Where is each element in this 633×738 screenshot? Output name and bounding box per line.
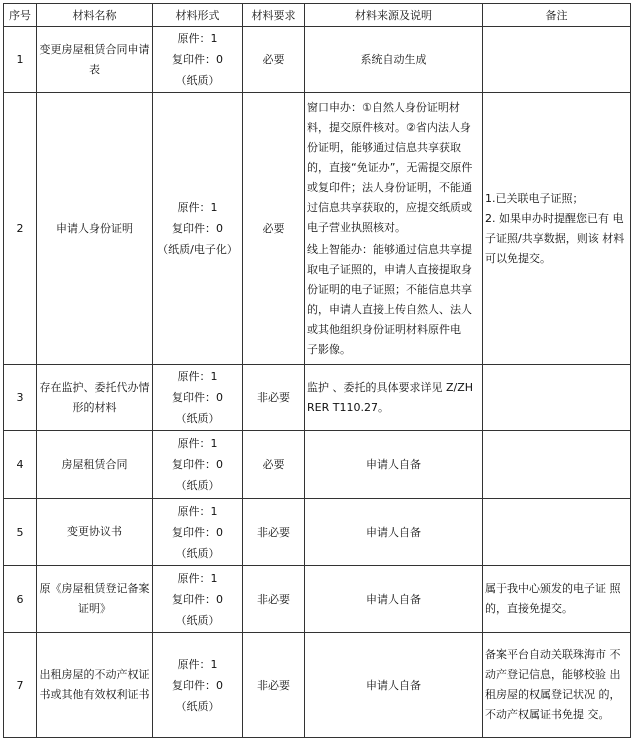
material-form	[153, 431, 243, 499]
material-form-line: 复印件：0	[172, 458, 223, 471]
material-name: 原《房屋租赁登记备案证明》	[37, 566, 153, 633]
material-source: 申请人自备	[305, 431, 483, 499]
material-name: 存在监护、委托代办情形的材料	[37, 365, 153, 431]
material-source	[305, 365, 483, 431]
material-name: 出租房屋的不动产权证书或其他有效权利证书	[37, 633, 153, 738]
material-form-line: （纸质/电子化）	[157, 243, 238, 256]
material-form-line: （纸质）	[175, 74, 220, 87]
material-form-line: 原件：1	[177, 437, 218, 450]
table-row	[4, 365, 631, 431]
material-source: 申请人自备	[305, 633, 483, 738]
material-source: 申请人自备	[305, 566, 483, 633]
table-row	[4, 93, 631, 365]
material-note-line: 2. 如果申办时提醒您已有 电子证照/共享数据，则该 材料可以免提交。	[485, 211, 625, 265]
material-source-paragraph: 线上智能办：能够通过信息共享提取电子证照的，申请人直接提取身份证明的电子证照；不能信息共享的，申请人直接上传自然人、法人或其他组织身份证明材料原件电 子影像。	[307, 242, 472, 356]
material-form	[153, 633, 243, 738]
header-row	[4, 4, 631, 27]
material-form	[153, 499, 243, 566]
row-number: 5	[4, 499, 37, 566]
row-number: 2	[4, 93, 37, 365]
material-note	[483, 27, 631, 93]
material-form-line: 复印件：0	[172, 678, 223, 692]
material-source: 系统自动生成	[305, 27, 483, 93]
header-requirement: 材料要求	[243, 4, 305, 27]
material-form	[153, 566, 243, 633]
row-number: 4	[4, 431, 37, 499]
material-form-line: （纸质）	[175, 546, 220, 560]
material-requirement: 必要	[243, 431, 305, 499]
material-name: 变更房屋租赁合同申请表	[37, 27, 153, 93]
material-requirement: 必要	[243, 27, 305, 93]
material-form-line: （纸质）	[175, 412, 220, 425]
header-form: 材料形式	[153, 4, 243, 27]
material-note	[483, 566, 631, 633]
material-source	[305, 93, 483, 365]
table-row	[4, 633, 631, 738]
material-form-line: 原件：1	[177, 201, 218, 214]
table-row	[4, 566, 631, 633]
table-row	[4, 431, 631, 499]
header-source: 材料来源及说明	[305, 4, 483, 27]
material-form-line: 复印件：0	[172, 391, 223, 404]
material-form-line: 复印件：0	[172, 53, 223, 66]
header-name: 材料名称	[37, 4, 153, 27]
material-requirement: 非必要	[243, 633, 305, 738]
material-form-line: 复印件：0	[172, 525, 223, 539]
material-note-line: 1.已关联电子证照；	[485, 191, 584, 205]
row-number: 3	[4, 365, 37, 431]
material-form-line: 复印件：0	[172, 222, 223, 235]
material-note-line: 备案平台自动关联珠海市 不动产登记信息，能够校验 出租房屋的权属登记状况 的，不动产权属证书免提 交。	[485, 648, 621, 721]
row-number: 1	[4, 27, 37, 93]
material-form-line: 原件：1	[177, 370, 218, 383]
material-note	[483, 431, 631, 499]
material-source-paragraph: 监护 、委托的具体要求详见 Z/ZHRER T110.27。	[307, 380, 474, 414]
material-form-line: （纸质）	[175, 613, 220, 627]
material-name: 变更协议书	[37, 499, 153, 566]
row-number: 7	[4, 633, 37, 738]
table-row	[4, 499, 631, 566]
material-note	[483, 633, 631, 738]
material-requirement: 非必要	[243, 365, 305, 431]
material-source: 申请人自备	[305, 499, 483, 566]
material-form	[153, 365, 243, 431]
material-form-line: （纸质）	[175, 479, 220, 492]
material-note	[483, 499, 631, 566]
material-note	[483, 365, 631, 431]
material-form-line: 原件：1	[177, 571, 218, 585]
material-form-line: 复印件：0	[172, 592, 223, 606]
material-form-line: （纸质）	[175, 699, 220, 713]
material-note	[483, 93, 631, 365]
material-requirement: 必要	[243, 93, 305, 365]
header-note: 备注	[483, 4, 631, 27]
materials-table	[3, 3, 631, 738]
material-source-paragraph: 窗口申办：①自然人身份证明材料，提交原件核对。②省内法人身份证明，能够通过信息共享获取的，直接“免证办”，无需提交原件或复印件；法人身份证明，不能通过信息共享获取的，应提交纸质或电子营业执照核对。	[307, 100, 473, 234]
material-name: 申请人身份证明	[37, 93, 153, 365]
material-form-line: 原件：1	[177, 504, 218, 518]
material-form-line: 原件：1	[177, 657, 218, 671]
material-name: 房屋租赁合同	[37, 431, 153, 499]
row-number: 6	[4, 566, 37, 633]
material-form	[153, 93, 243, 365]
header-no: 序号	[4, 4, 37, 27]
material-form-line: 原件：1	[177, 32, 218, 45]
material-requirement: 非必要	[243, 566, 305, 633]
table-row	[4, 27, 631, 93]
material-requirement: 非必要	[243, 499, 305, 566]
material-note-line: 属于我中心颁发的电子证 照的，直接免提交。	[485, 582, 621, 615]
material-form	[153, 27, 243, 93]
